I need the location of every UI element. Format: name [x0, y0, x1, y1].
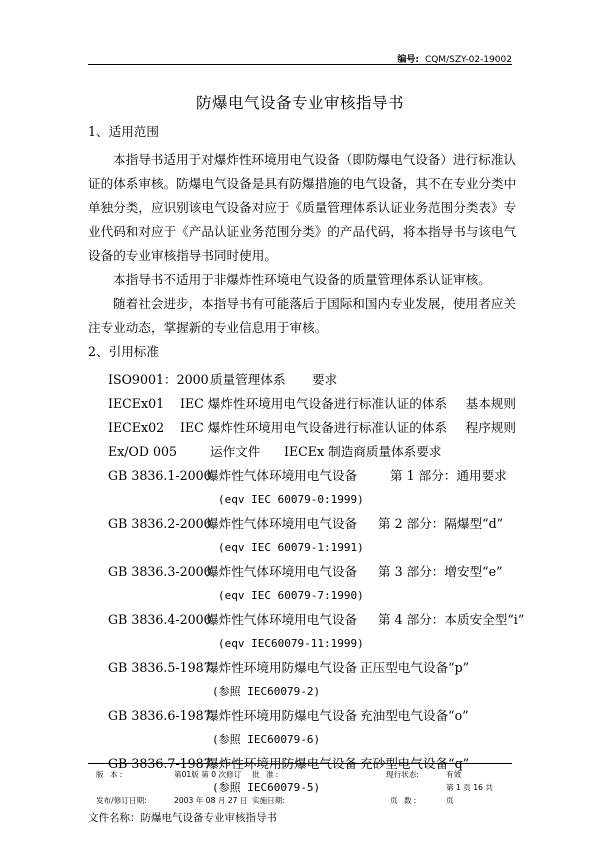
standard-part: 第 3 部分：增安型“e” — [378, 564, 503, 579]
standard-title: IEC 爆炸性环境用电气设备进行标准认证的体系 — [180, 420, 448, 435]
standard-note-row — [88, 680, 520, 704]
standard-note: (参照 IEC60079-2) — [212, 685, 321, 698]
standard-note-row — [88, 632, 520, 656]
standard-note-row — [88, 536, 520, 560]
standard-code: IECEx02 — [108, 420, 165, 435]
standard-part: 充油型电气设备“o” — [360, 708, 469, 723]
standard-code: Ex/OD 005 — [108, 444, 178, 459]
header-rule — [88, 64, 512, 65]
document-code-value: CQM/SZY-02-19002 — [424, 55, 512, 65]
pages-unit: 页 — [446, 796, 454, 805]
footer-rule — [88, 763, 512, 764]
version-label: 版 本: — [96, 770, 125, 779]
standard-title: 爆炸性环境用防爆电气设备 — [206, 660, 358, 675]
status-value: 有效 — [446, 770, 462, 779]
standard-title: 爆炸性气体环境用电气设备 — [206, 516, 358, 531]
standard-code: GB 3836.4-2000 — [108, 612, 212, 627]
standard-note: (eqv IEC 60079-7:1990) — [218, 589, 364, 602]
standard-title: 爆炸性环境用防爆电气设备 — [206, 756, 358, 771]
standard-part: 正压型电气设备“p” — [360, 660, 470, 675]
footer-line-2 — [88, 795, 512, 807]
standard-code: GB 3836.3-2000 — [108, 564, 212, 579]
document-body — [88, 122, 525, 800]
standard-code: GB 3836.5-1987 — [108, 660, 212, 675]
standard-row — [88, 512, 520, 536]
standard-code: GB 3836.6-1987 — [108, 708, 212, 723]
standard-title: 爆炸性气体环境用电气设备 — [206, 468, 358, 483]
section-1-paragraph: 本指导书不适用于非爆炸性环境电气设备的质量管理体系认证审核。 — [113, 272, 491, 287]
standard-title: 爆炸性环境用防爆电气设备 — [206, 708, 358, 723]
standard-row — [88, 464, 520, 488]
section-2-heading: 2、引用标准 — [88, 344, 159, 359]
standard-note: (eqv IEC60079-11:1999) — [218, 637, 364, 650]
standard-part: 充砂型电气设备“q” — [360, 756, 470, 771]
standard-note-row — [88, 488, 520, 512]
standard-row — [88, 416, 520, 440]
standard-code: IECEx01 — [108, 396, 165, 411]
standard-part: 基本规则 — [465, 396, 516, 411]
document-code-label: 编号: — [397, 55, 419, 65]
standard-title: 运作文件 — [210, 444, 261, 459]
implementation-date-label: 实施日期: — [252, 796, 285, 805]
standard-row — [88, 608, 525, 632]
section-1-heading: 1、适用范围 — [88, 124, 159, 139]
standards-list — [88, 368, 525, 800]
standard-note: (eqv IEC 60079-1:1991) — [218, 541, 364, 554]
standard-note-row — [88, 728, 520, 752]
standard-part: 程序规则 — [465, 420, 516, 435]
standard-part: 要求 — [312, 372, 338, 387]
standard-note: (参照 IEC60079-5) — [212, 781, 321, 794]
standard-code: GB 3836.7-1987 — [108, 756, 212, 771]
standard-row — [88, 392, 520, 416]
standard-row — [88, 368, 520, 392]
issue-date-value: 2003 年 08 月 27 日 — [174, 796, 248, 805]
standard-row — [88, 704, 520, 728]
page-count: 第 1 页 16 共 — [446, 783, 493, 792]
pages-label: 页 数: — [390, 796, 419, 805]
standard-title: 爆炸性气体环境用电气设备 — [206, 564, 358, 579]
standard-part: 第 1 部分：通用要求 — [390, 468, 507, 483]
standard-note: (eqv IEC 60079-0:1999) — [218, 493, 364, 506]
status-label: 现行状态: — [386, 770, 419, 779]
document-title: 防爆电气设备专业审核指导书 — [195, 94, 404, 112]
standard-code: ISO9001：2000 — [108, 372, 209, 387]
standard-part: 第 4 部分：本质安全型“i” — [378, 612, 525, 627]
section-1-paragraph: 本指导书适用于对爆炸性环境用电气设备（即防爆电气设备）进行标准认证的体系审核。防爆电气设备是具有防爆措施的电气设备，其不在专业分类中单独分类，应识别该电气设备对应于《质量管理体系认证业务范围分类表》专业代码和对应于《产品认证业务范围分类》的产品代码，将本指导书与该电气设备的专业审核指导书同时使用。 — [88, 152, 517, 263]
footer-page-line — [88, 782, 512, 794]
standard-title: 质量管理体系 — [210, 372, 286, 387]
standard-note: (参照 IEC60079-6) — [212, 733, 321, 746]
standard-note-row — [88, 584, 520, 608]
standard-part: IECEx 制造商质量体系要求 — [284, 444, 442, 459]
standard-code: GB 3836.1-2000 — [108, 468, 212, 483]
standard-row — [88, 440, 520, 464]
version-value: 第01版 第 0 次修订 — [174, 770, 242, 779]
file-name: 文件名称：防爆电气设备专业审核指导书 — [88, 812, 277, 824]
standard-row — [88, 656, 520, 680]
standard-row — [88, 560, 520, 584]
approve-label: 批 准: — [252, 770, 281, 779]
standard-part: 第 2 部分：隔爆型“d” — [378, 516, 504, 531]
standard-code: GB 3836.2-2000 — [108, 516, 212, 531]
footer-line-1 — [88, 769, 512, 781]
standard-title: IEC 爆炸性环境用电气设备进行标准认证的体系 — [180, 396, 448, 411]
standard-title: 爆炸性气体环境用电气设备 — [206, 612, 358, 627]
section-1-paragraph: 随着社会进步，本指导书有可能落后于国际和国内专业发展，使用者应关注专业动态，掌握新的专业信息用于审核。 — [88, 296, 516, 335]
issue-date-label: 发布/修订日期: — [96, 796, 147, 805]
